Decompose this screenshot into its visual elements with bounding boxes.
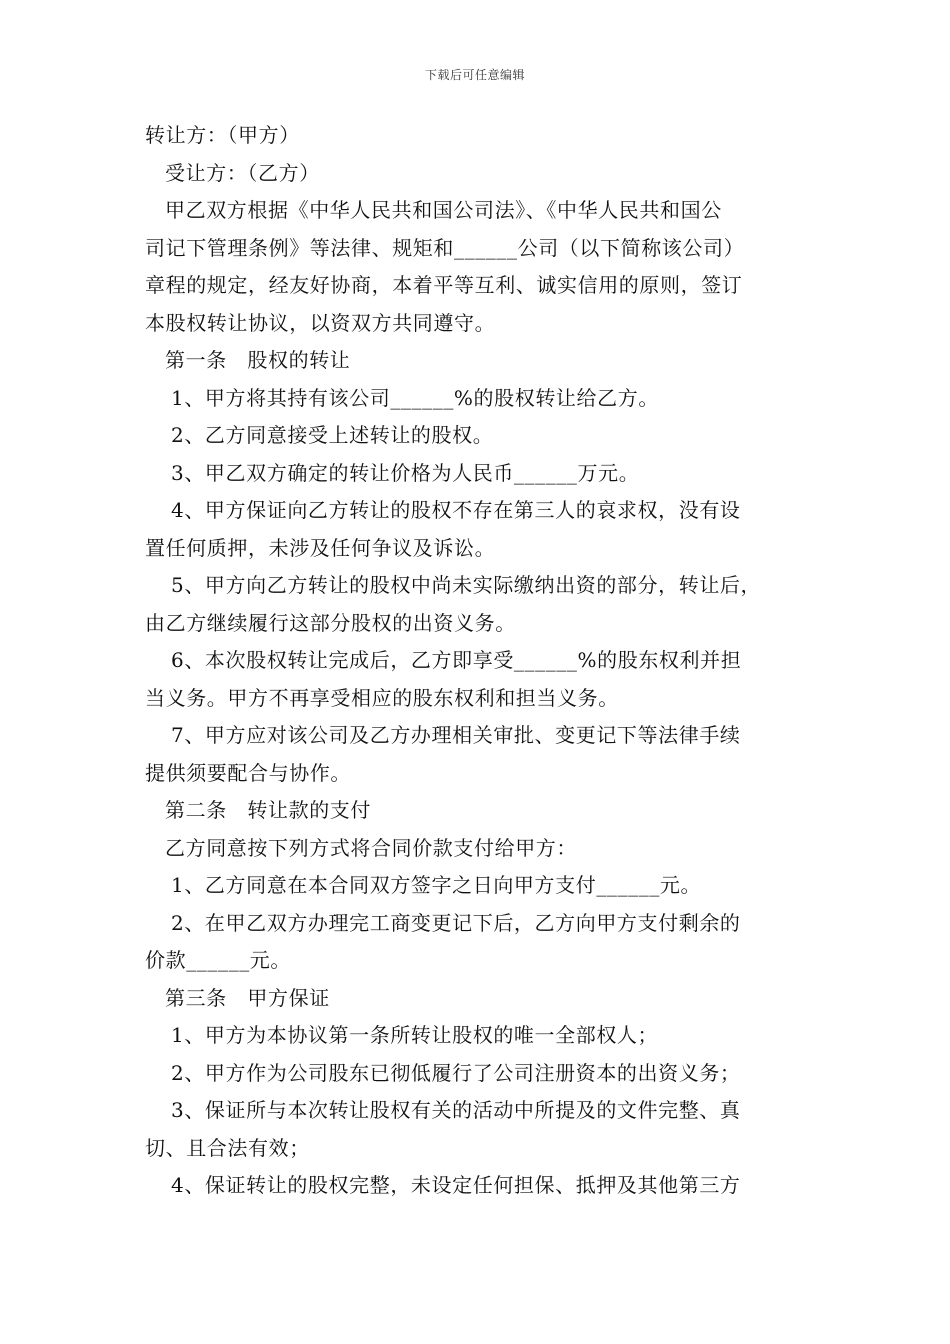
clause-line: 4、甲方保证向乙方转让的股权不存在第三人的哀求权，没有设 <box>171 498 741 522</box>
clause-line: 2、甲方作为公司股东已彻低履行了公司注册资本的出资义务； <box>171 1060 741 1085</box>
clause-line: 1、乙方同意在本合同双方签字之日向甲方支付______元。 <box>171 873 702 897</box>
transferor-line: 转让方：（甲方） <box>145 123 300 147</box>
clause-line: 乙方同意按下列方式将合同价款支付给甲方： <box>165 835 577 860</box>
preamble-line: 本股权转让协议，以资双方共同遵守。 <box>145 310 496 335</box>
preamble-line: 甲乙双方根据《中华人民共和国公司法》、《中华人民共和国公 <box>165 198 722 222</box>
clause-line: 置任何质押，未涉及任何争议及诉讼。 <box>145 535 496 560</box>
clause-line: 6、本次股权转让完成后，乙方即享受______%的股东权利并担 <box>171 648 742 672</box>
header-note: 下载后可任意编辑 <box>424 68 525 82</box>
article-3-heading: 第三条 甲方保证 <box>165 985 330 1010</box>
document-body <box>145 117 810 1205</box>
clause-line: 提供须要配合与协作。 <box>145 760 351 785</box>
clause-line: 4、保证转让的股权完整，未设定任何担保、抵押及其他第三方 <box>171 1173 741 1197</box>
preamble-line: 章程的规定，经友好协商，本着平等互利、诚实信用的原则，签订 <box>145 273 743 297</box>
preamble-line: 司记下管理条例》等法律、规矩和______公司（以下简称该公司） <box>145 235 745 260</box>
article-2-heading: 第二条 转让款的支付 <box>165 798 371 822</box>
clause-line: 2、在甲乙双方办理完工商变更记下后，乙方向甲方支付剩余的 <box>171 910 741 935</box>
clause-line: 3、甲乙双方确定的转让价格为人民币______万元。 <box>171 460 640 485</box>
clause-line: 由乙方继续履行这部分股权的出资义务。 <box>145 610 516 635</box>
transferee-line: 受让方：（乙方） <box>165 160 320 185</box>
clause-line: 3、保证所与本次转让股权有关的活动中所提及的文件完整、真 <box>171 1098 741 1122</box>
clause-line: 1、甲方将其持有该公司______%的股权转让给乙方。 <box>171 385 659 410</box>
clause-line: 2、乙方同意接受上述转让的股权。 <box>171 423 494 447</box>
clause-line: 当义务。甲方不再享受相应的股东权利和担当义务。 <box>145 685 619 710</box>
clause-line: 价款______元。 <box>145 948 291 972</box>
article-1-heading: 第一条 股权的转让 <box>165 348 351 372</box>
clause-line: 7、甲方应对该公司及乙方办理相关审批、变更记下等法律手续 <box>171 723 741 747</box>
clause-line: 5、甲方向乙方转让的股权中尚未实际缴纳出资的部分，转让后， <box>171 573 762 597</box>
clause-line: 切、且合法有效； <box>145 1135 310 1160</box>
clause-line: 1、甲方为本协议第一条所转让股权的唯一全部权人； <box>171 1023 659 1047</box>
